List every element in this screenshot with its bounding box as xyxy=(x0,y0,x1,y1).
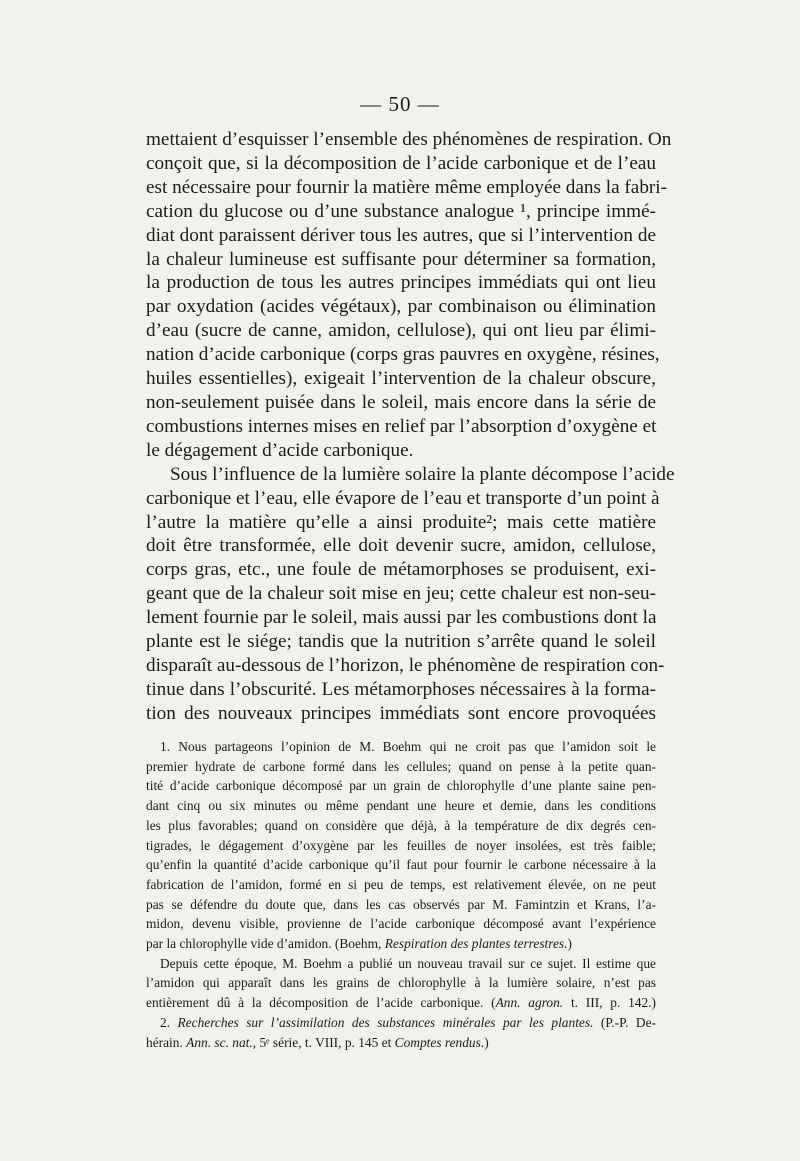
body-line: mettaient d’esquisser l’ensemble des phénomènes de respiration. On xyxy=(146,129,672,150)
body-line: non-seulement puisée dans le soleil, mais encore dans la série de xyxy=(146,391,656,413)
body-line: d’eau (sucre de canne, amidon, cellulose), qui ont lieu par élimi- xyxy=(146,320,656,342)
footnote-citation-title: Recherches sur l’assimilation des substances minérales par les plantes. xyxy=(177,1014,594,1030)
footnote-line: fabrication de l’amidon, formé en si peu de temps, est relativement élevée, on ne peut xyxy=(146,876,656,892)
body-line: lement fournie par le soleil, mais aussi par les combustions dont la xyxy=(146,607,657,629)
footnote-citation-title: Respiration des plantes terrestres. xyxy=(384,936,568,952)
body-line: l’autre la matière qu’elle a ainsi produite²; mais cette matière xyxy=(146,511,656,533)
body-line: Sous l’influence de la lumière solaire la plante décompose l’acide xyxy=(170,463,675,485)
body-line: carbonique et l’eau, elle évapore de l’eau et transporte d’un point à xyxy=(146,487,660,509)
footnote-line: midon, devenu visible, provienne de l’acide carbonique décomposé avant l’expérience xyxy=(146,916,656,932)
footnote-line: tigrades, le dégagement d’oxygène par les feuilles de noyer insolées, est très faible; xyxy=(146,837,656,853)
footnotes xyxy=(146,737,656,1052)
body-line: diat dont paraissent dériver tous les autres, que si l’intervention de xyxy=(146,224,656,246)
footnote-citation-title: Ann. sc. nat., xyxy=(186,1034,257,1050)
body-line: est nécessaire pour fournir la matière même employée dans la fabri- xyxy=(146,176,668,198)
footnote-line: dant cinq ou six minutes ou même pendant une heure et demie, dans les conditions xyxy=(146,798,656,814)
body-line: cation du glucose ou d’une substance analogue ¹, principe immé- xyxy=(146,200,656,222)
body-line: huiles essentielles), exigeait l’intervention de la chaleur obscure, xyxy=(146,368,656,390)
footnote-citation-title: Comptes rendus. xyxy=(394,1034,485,1050)
page-number: — 50 — xyxy=(360,92,440,116)
body-text xyxy=(146,128,675,726)
body-line: geant que de la chaleur soit mise en jeu; cette chaleur est non-seu- xyxy=(146,583,656,605)
footnote-text: entièrement dû à la décomposition de l’acide carbonique. ( xyxy=(146,995,496,1011)
footnote-line xyxy=(146,1013,656,1033)
footnote-text: 5ᵉ série, t. VIII, p. 145 et xyxy=(259,1034,392,1050)
footnote-text: par la chlorophylle vide d’amidon. (Boehm, xyxy=(146,936,382,952)
footnote-text: (P.-P. De- xyxy=(600,1014,656,1030)
body-line: conçoit que, si la décomposition de l’acide carbonique et de l’eau xyxy=(146,152,656,174)
body-line: tion des nouveaux principes immédiats sont encore provoquées xyxy=(146,702,656,724)
footnote-text: ) xyxy=(484,1034,489,1050)
footnote-text: hérain. xyxy=(146,1034,183,1050)
footnote-text: 2. xyxy=(160,1014,171,1030)
footnote-text: ) xyxy=(567,936,572,952)
footnote-line: tité d’acide carbonique décomposé par un grain de chlorophylle d’une plante saine pen- xyxy=(146,778,656,794)
footnote-line: 1. Nous partageons l’opinion de M. Boehm qui ne croit pas que l’amidon soit le xyxy=(160,739,656,754)
body-line: corps gras, etc., une foule de métamorphoses se produisent, exi- xyxy=(146,559,656,581)
footnote-citation-title: Ann. agron. xyxy=(495,995,564,1011)
footnote-line: premier hydrate de carbone formé dans les cellules; quand on pense à la petite quan- xyxy=(146,758,656,774)
footnote-line: Depuis cette époque, M. Boehm a publié un nouveau travail sur ce sujet. Il estime que xyxy=(160,955,656,971)
body-line: le dégagement d’acide carbonique. xyxy=(146,439,414,461)
body-line: la production de tous les autres principes immédiats qui ont lieu xyxy=(146,272,656,294)
body-line: nation d’acide carbonique (corps gras pauvres en oxygène, résines, xyxy=(146,344,660,366)
footnote-line xyxy=(146,934,656,954)
body-line: tinue dans l’obscurité. Les métamorphoses nécessaires à la forma- xyxy=(146,678,656,700)
body-line: combustions internes mises en relief par l’absorption d’oxygène et xyxy=(146,415,657,437)
body-line: par oxydation (acides végétaux), par combinaison ou élimination xyxy=(146,296,656,318)
body-line: la chaleur lumineuse est suffisante pour déterminer sa formation, xyxy=(146,248,656,270)
footnote-line xyxy=(146,993,656,1013)
footnote-line: pas se défendre du doute que, dans les cas observés par M. Famintzin et Krans, l’a- xyxy=(146,896,656,912)
footnote-line: l’amidon qui apparaît dans les grains de chlorophylle à la lumière solaire, n’est pas xyxy=(146,975,656,991)
footnote-text: t. III, p. 142.) xyxy=(570,995,656,1011)
body-line: plante est le siége; tandis que la nutrition s’arrête quand le soleil xyxy=(146,631,656,653)
body-line: doit être transformée, elle doit devenir sucre, amidon, cellulose, xyxy=(146,535,656,557)
footnote-line: qu’enfin la quantité d’acide carbonique qu’il faut pour fournir le carbone nécessaire à la xyxy=(146,857,656,873)
footnote-line xyxy=(146,1033,656,1053)
body-line: disparaît au-dessous de l’horizon, le phénomène de respiration con- xyxy=(146,654,665,676)
footnote-line: les plus favorables; quand on considère que déjà, à la température de dix degrés cen- xyxy=(146,817,656,833)
